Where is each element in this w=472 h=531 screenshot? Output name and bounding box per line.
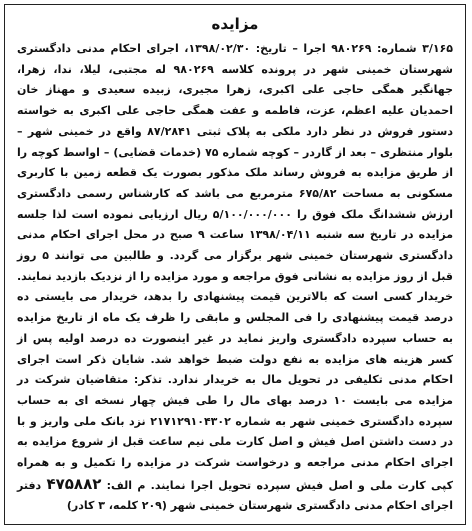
reference-label: م الف: [106,478,146,492]
reference-number: ۴۷۵۸۸۲ [46,474,102,493]
notice-title: مزایده [211,15,259,33]
auction-notice [4,4,466,525]
notice-paragraph: ۳/۱۶۵ شماره: ۹۸۰۲۶۹ اجرا – تاریخ: ۱۳۹۸/۰۲/۳۰، اجرای احکام مدنی دادگستری شهرستان خمینی شهر در پرونده کلاسه ۹۸۰۲۶۹ له مجتبی، لیلا، ندا، زهرا، جهانگیر همگی حاجی علی اکبری، زهرا مجیری، زبیده سعیدی و مهناز خان احمدیان علیه اعظم، عزت، فاطمه و عفت همگی حاجی علی اکبری به خواسته دستور فروش در نظر دارد ملکی به پلاک ثبتی ۸۷/۲۸۴۱ واقع در خمینی شهر – بلوار منتظری – بعد از گاردر – کوچه شماره ۷۵ (خدمات قضایی) – اواسط کوچه را از طریق مزایده به فروش رساند ملک مذکور بصورت یک قطعه زمین با کاربری مسکونی به مساحت ۶۷۵/۸۲ مترمربع می باشد که کارشناس رسمی دادگستری ارزش ششدانگ ملک فوق را ۵/۱۰۰/۰۰۰/۰۰۰ ریال ارزیابی نموده است لذا جلسه مزایده در تاریخ سه شنبه ۱۳۹۸/۰۴/۱۱ ساعت ۹ صبح در محل اجرای احکام مدنی دادگستری شهرستان خمینی شهر برگزار می گردد. و طالبین می توانند ۵ روز قبل از روز مزایده به نشانی فوق مراجعه و مورد مزایده را از نزدیک بازدید نمایند. خریدار کسی است که بالاترین قیمت پیشنهادی را بدهد، خریدار می بایستی ده درصد قیمت پیشنهادی را فی المجلس و مابقی را ظرف یک ماه از تاریخ مزایده به حساب سپرده دادگستری واریز نماید در غیر اینصورت ده درصد اولیه پس از کسر هزینه های مزایده به نفع دولت ضبط خواهد شد. شایان ذکر است اجرای احکام مدنی تکلیفی در تحویل مال به خریدار ندارد. تذکر: متقاضیان شرکت در مزایده می بایست ۱۰ درصد بهای مال را طی فیش چهار نسخه ای به حساب سپرده دادگستری خمینی شهر به شماره ۲۱۷۱۲۹۱۰۴۳۰۲ نزد بانک ملی واریز و با در دست داشتن اصل فیش و اصل کارت ملی نیم ساعت قبل از شروع مزایده به اجرای احکام مدنی مراجعه و درخواست شرکت در مزایده را تکمیل و به همراه کپی کارت ملی و اصل فیش سپرده تحویل اجرا نمایند. [17,42,454,492]
notice-signature: دفتر اجرای احکام مدنی دادگستری شهرستان خمینی شهر (۲۰۹ کلمه، ۳ کادر) [17,478,453,513]
notice-body [17,39,453,517]
